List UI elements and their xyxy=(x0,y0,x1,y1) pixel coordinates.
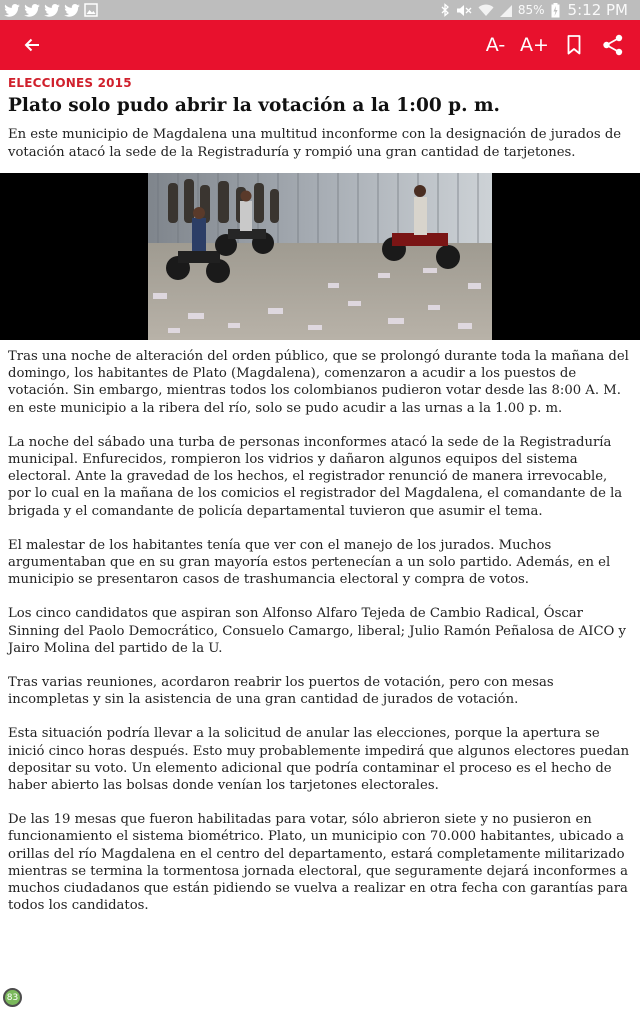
twitter-icon xyxy=(4,4,20,17)
article-paragraph: Esta situación podría llevar a la solicitud de anular las elecciones, porque la apertura se inició cinco horas después. Esto muy probablemente impedirá que algunos electores puedan depositar su voto. Un elemento adicional que podría contaminar el proceso es el hecho de haber abierto las bolsas donde venían los tarjetones electorales. xyxy=(8,726,630,794)
article-photo xyxy=(148,173,492,340)
article-paragraph: De las 19 mesas que fueron habilitadas para votar, sólo abrieron siete y no pusieron en funcionamiento el sistema biométrico. Plato, un municipio con 70.000 habitantes, ubicado a orillas del río Magdalena en el centro del departamento, estará completamente militarizado mientras se termina la tormentosa jornada electoral, que seguramente dejará inconformes a muchos ciudadanos que están pidiendo se vuelva a realizar en otra fecha con garantías para todos los candidatos. xyxy=(8,812,629,914)
article-paragraph: La noche del sábado una turba de personas inconformes atacó la sede de la Registraduría municipal. Enfurecidos, rompieron los vidrios y dañaron algunos equipos del sistema electoral. Ante la gravedad de los hechos, el registrador renunció de manera irrevocable, por lo cual en la mañana de los comicios el registrador del Magdalena, el comandante de la brigada y el comandante de policía departamental tuvieron que asumir el tema. xyxy=(8,434,623,519)
signal-icon xyxy=(500,4,512,17)
twitter-icon xyxy=(44,4,60,17)
article-paragraph: Tras varias reuniones, acordaron reabrir los puertos de votación, pero con mesas incompletas y sin la asistencia de una gran cantidad de jurados de votación. xyxy=(8,675,554,708)
floating-count-badge[interactable]: 83 xyxy=(3,988,22,1007)
app-toolbar xyxy=(0,20,640,70)
back-button[interactable] xyxy=(0,20,64,70)
article-lead: En este municipio de Magdalena una multitud inconforme con la designación de jurados de votación atacó la sede de la Registraduría y rompió una gran cantidad de tarjetones. xyxy=(8,127,622,160)
article-title: Plato solo pudo abrir la votación a la 1:00 p. m. xyxy=(8,95,501,116)
twitter-icon xyxy=(24,4,40,17)
battery-percentage: 85% xyxy=(517,3,545,17)
bookmark-button[interactable] xyxy=(554,20,593,70)
share-icon xyxy=(602,34,624,56)
battery-charging-icon xyxy=(551,3,560,18)
section-label: ELECCIONES 2015 xyxy=(8,76,132,90)
article-image-container[interactable] xyxy=(0,173,640,340)
clock: 5:12 PM xyxy=(567,1,628,19)
increase-font-label: A+ xyxy=(520,34,549,56)
toolbar-actions xyxy=(476,20,640,70)
decrease-font-label: A- xyxy=(485,34,506,56)
article-body xyxy=(8,348,634,931)
share-button[interactable] xyxy=(593,20,632,70)
bluetooth-icon xyxy=(441,3,450,17)
twitter-icon xyxy=(64,4,80,17)
image-icon xyxy=(84,3,98,17)
decrease-font-button[interactable] xyxy=(476,20,515,70)
article-paragraph: Los cinco candidatos que aspiran son Alfonso Alfaro Tejeda de Cambio Radical, Óscar Sinning del Paolo Democrático, Consuelo Camargo, liberal; Julio Ramón Peñalosa de AICO y Jairo Molina del partido de la U. xyxy=(8,606,627,656)
notification-icons xyxy=(0,3,98,17)
article-paragraph: Tras una noche de alteración del orden público, que se prolongó durante toda la mañana del domingo, los habitantes de Plato (Magdalena), comenzaron a acudir a los puestos de votación. Sin embargo, mientras todos los colombianos pudieron votar desde las 8:00 A. M. en este municipio a la ribera del río, solo se pudo acudir a las urnas a la 1.00 p. m. xyxy=(8,349,629,416)
system-status xyxy=(441,1,640,19)
status-bar xyxy=(0,0,640,20)
mute-icon xyxy=(456,4,472,17)
increase-font-button[interactable] xyxy=(515,20,554,70)
article-paragraph: El malestar de los habitantes tenía que ver con el manejo de los jurados. Muchos argumentaban que en su gran mayoría estos pertenecían a un solo partido. Además, en el municipio se presentaron casos de trashumancia electoral y compra de votos. xyxy=(8,537,611,588)
back-arrow-icon xyxy=(24,38,40,52)
bookmark-icon xyxy=(567,35,581,55)
wifi-icon xyxy=(478,4,494,17)
